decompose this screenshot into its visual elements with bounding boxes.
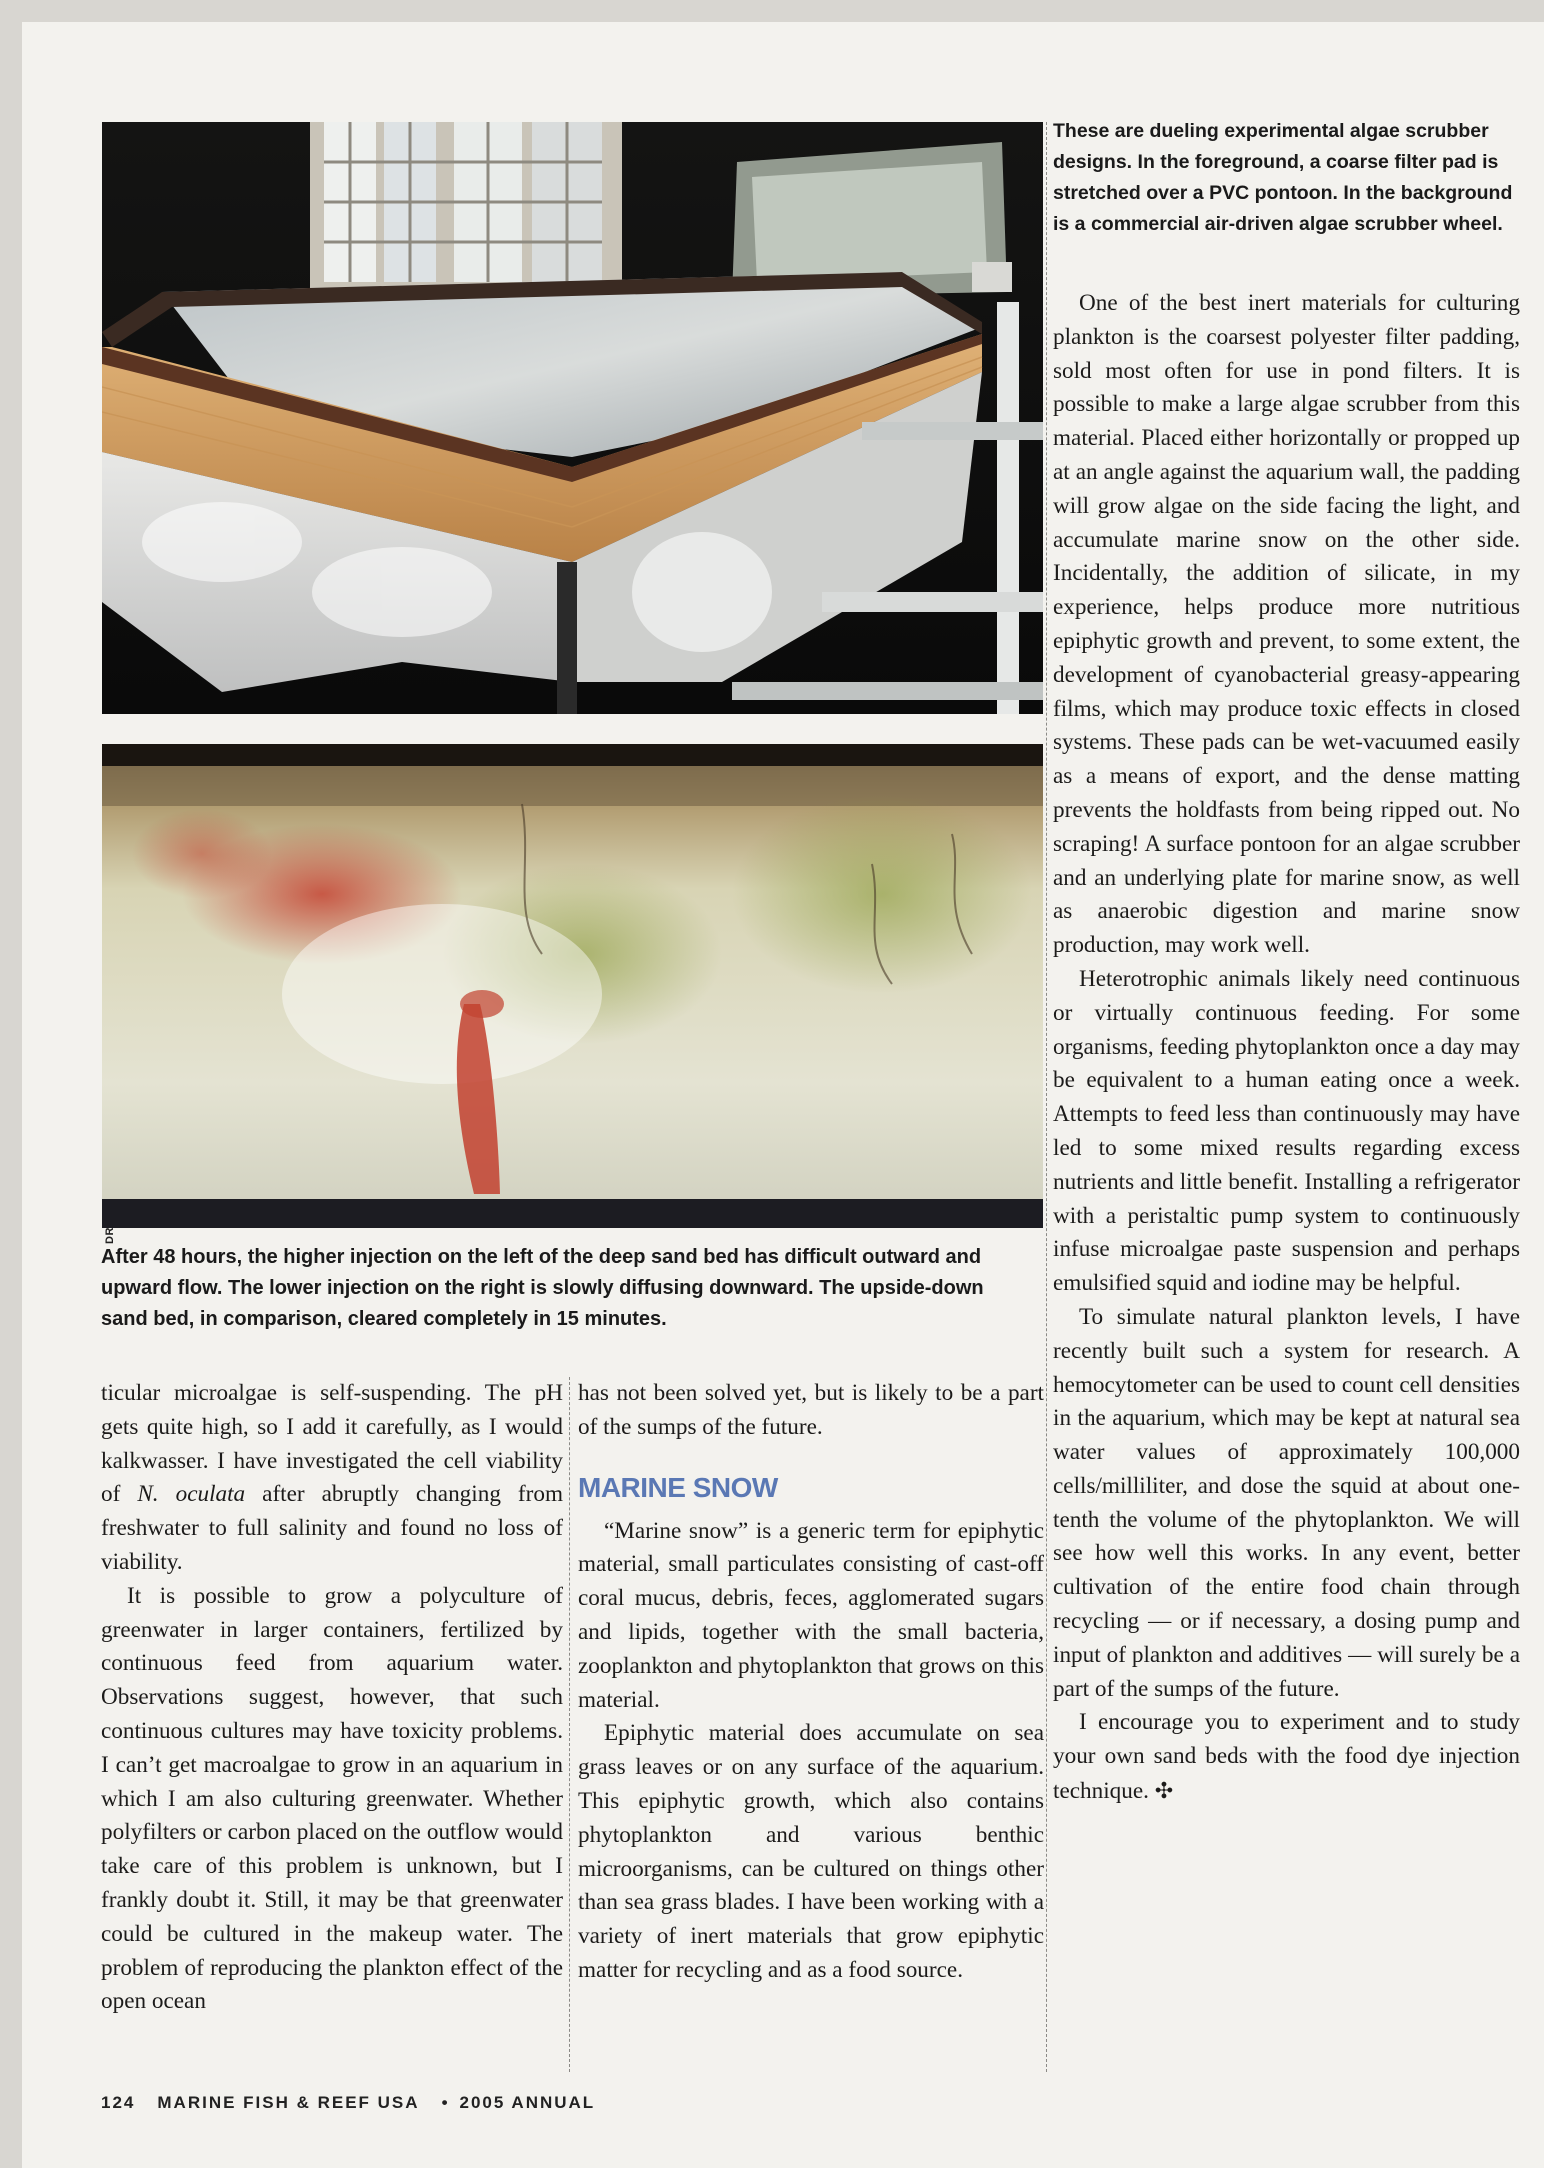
body-paragraph: Epiphytic material does accumulate on sea grass leaves or on any surface of the aquarium. This epiphytic growth, which also contains phytoplankton and various benthic microorganisms, can be cultured on things other than sea grass blades. I have been working with a variety of inert materials that grow epiphytic matter for recycling and as a food source. bbox=[578, 1720, 1044, 1983]
publication-name: MARINE FISH & REEF USA bbox=[157, 2093, 420, 2112]
body-paragraph: One of the best inert materials for culturing plankton is the coarsest polyester filter padding, sold most often for use in pond filters. It is possible to make a large algae scrubber from this material. Placed either horizontally or propped up at an angle against the aquarium wall, the padding will grow algae on the side facing the light, and accumulate marine snow on the other side. Incidentally, the addition of silicate, in my experience, helps produce more nutritious epiphytic growth and prevent, to some extent, the development of cyanobacterial greasy-appearing films, which may produce toxic effects in closed systems. These pads can be wet-vacuumed easily as a means of export, and the dense matting prevents the holdfasts from being ripped out. No scraping! A surface pontoon for an algae scrubber and an underlying plate for marine snow, as well as anaerobic digestion and marine snow production, may work well. bbox=[1053, 290, 1520, 959]
article-column-middle bbox=[578, 1377, 1044, 1988]
photo-sand-bed-dye-injection bbox=[102, 744, 1043, 1228]
issue-name: 2005 ANNUAL bbox=[459, 2093, 596, 2112]
magazine-page bbox=[22, 22, 1544, 2168]
column-divider bbox=[569, 1377, 570, 2072]
section-heading: MARINE SNOW bbox=[578, 1471, 778, 1503]
body-paragraph: To simulate natural plankton levels, I have recently built such a system for research. A hemocytometer can be used to count cell densities in the aquarium, which may be kept at natural sea water values of approximately 100,000 cells/milliliter, and dose the squid at about one-tenth the volume of the phytoplankton. We will see how well this works. In any event, better cultivation of the entire food chain through recycling — or if necessary, a dosing pump and input of plankton and additives — will surely be a part of the sumps of the future. bbox=[1053, 1303, 1520, 1702]
article-column-right bbox=[1053, 287, 1520, 1809]
page-footer bbox=[101, 2093, 617, 2113]
species-name: N. oculata bbox=[137, 1481, 246, 1508]
body-paragraph: “Marine snow” is a generic term for epiphytic material, small particulates consisting of cast-off coral mucus, debris, feces, agglomerated sugars and lipids, together with the small bacteria, zooplankton and phytoplankton that grows on this material. bbox=[578, 1517, 1044, 1713]
body-paragraph: ticular microalgae is self-suspending. The pH gets quite high, so I add it carefully, as I would kalkwasser. I have investigated the cell viability of N. oculata after abruptly changing from freshwater to full salinity and found no loss of viability. bbox=[101, 1380, 563, 1575]
body-paragraph: has not been solved yet, but is likely to be a part of the sumps of the future. bbox=[578, 1380, 1044, 1440]
body-paragraph: It is possible to grow a polyculture of greenwater in larger containers, fertilized by continuous feed from aquarium water. Observations suggest, however, that such continuous cultures may have toxicity problems. I can’t get macroalgae to grow in an aquarium in which I am also culturing greenwater. Whether polyfilters or carbon placed on the outflow would take care of this problem is unknown, but I frankly doubt it. Still, it may be that greenwater could be cultured in the makeup water. The problem of reproducing the plankton effect of the open ocean bbox=[101, 1582, 563, 2015]
footer-separator: • bbox=[441, 2093, 450, 2112]
end-of-article-icon: ✣ bbox=[1154, 1778, 1174, 1804]
photo-algae-scrubber-tank bbox=[102, 122, 1043, 714]
photo-caption-right: These are dueling experimental algae scrubber designs. In the foreground, a coarse filter pad is stretched over a PVC pontoon. In the background is a commercial air-driven algae scrubber wheel. bbox=[1053, 120, 1513, 235]
column-divider bbox=[1046, 122, 1047, 2072]
article-column-left bbox=[101, 1377, 563, 2019]
body-paragraph: Heterotrophic animals likely need continuous or virtually continuous feeding. For some organisms, feeding phytoplankton once a day may be equivalent to a human eating once a week. Attempts to feed less than continuously may have led to some mixed results regarding excess nutrients and little benefit. Installing a refrigerator with a peristaltic pump system to continuously infuse microalgae paste suspension and perhaps emulsified squid and iodine may be helpful. bbox=[1053, 965, 1520, 1297]
body-paragraph: I encourage you to experiment and to study your own sand beds with the food dye injection technique. ✣ bbox=[1053, 1709, 1520, 1805]
photo-caption-bottom: After 48 hours, the higher injection on the left of the deep sand bed has difficult outward and upward flow. The lower injection on the right is slowly diffusing downward. The upside-down sand bed, in comparison, cleared completely in 15 minutes. bbox=[101, 1246, 984, 1330]
page-number: 124 bbox=[101, 2093, 136, 2112]
